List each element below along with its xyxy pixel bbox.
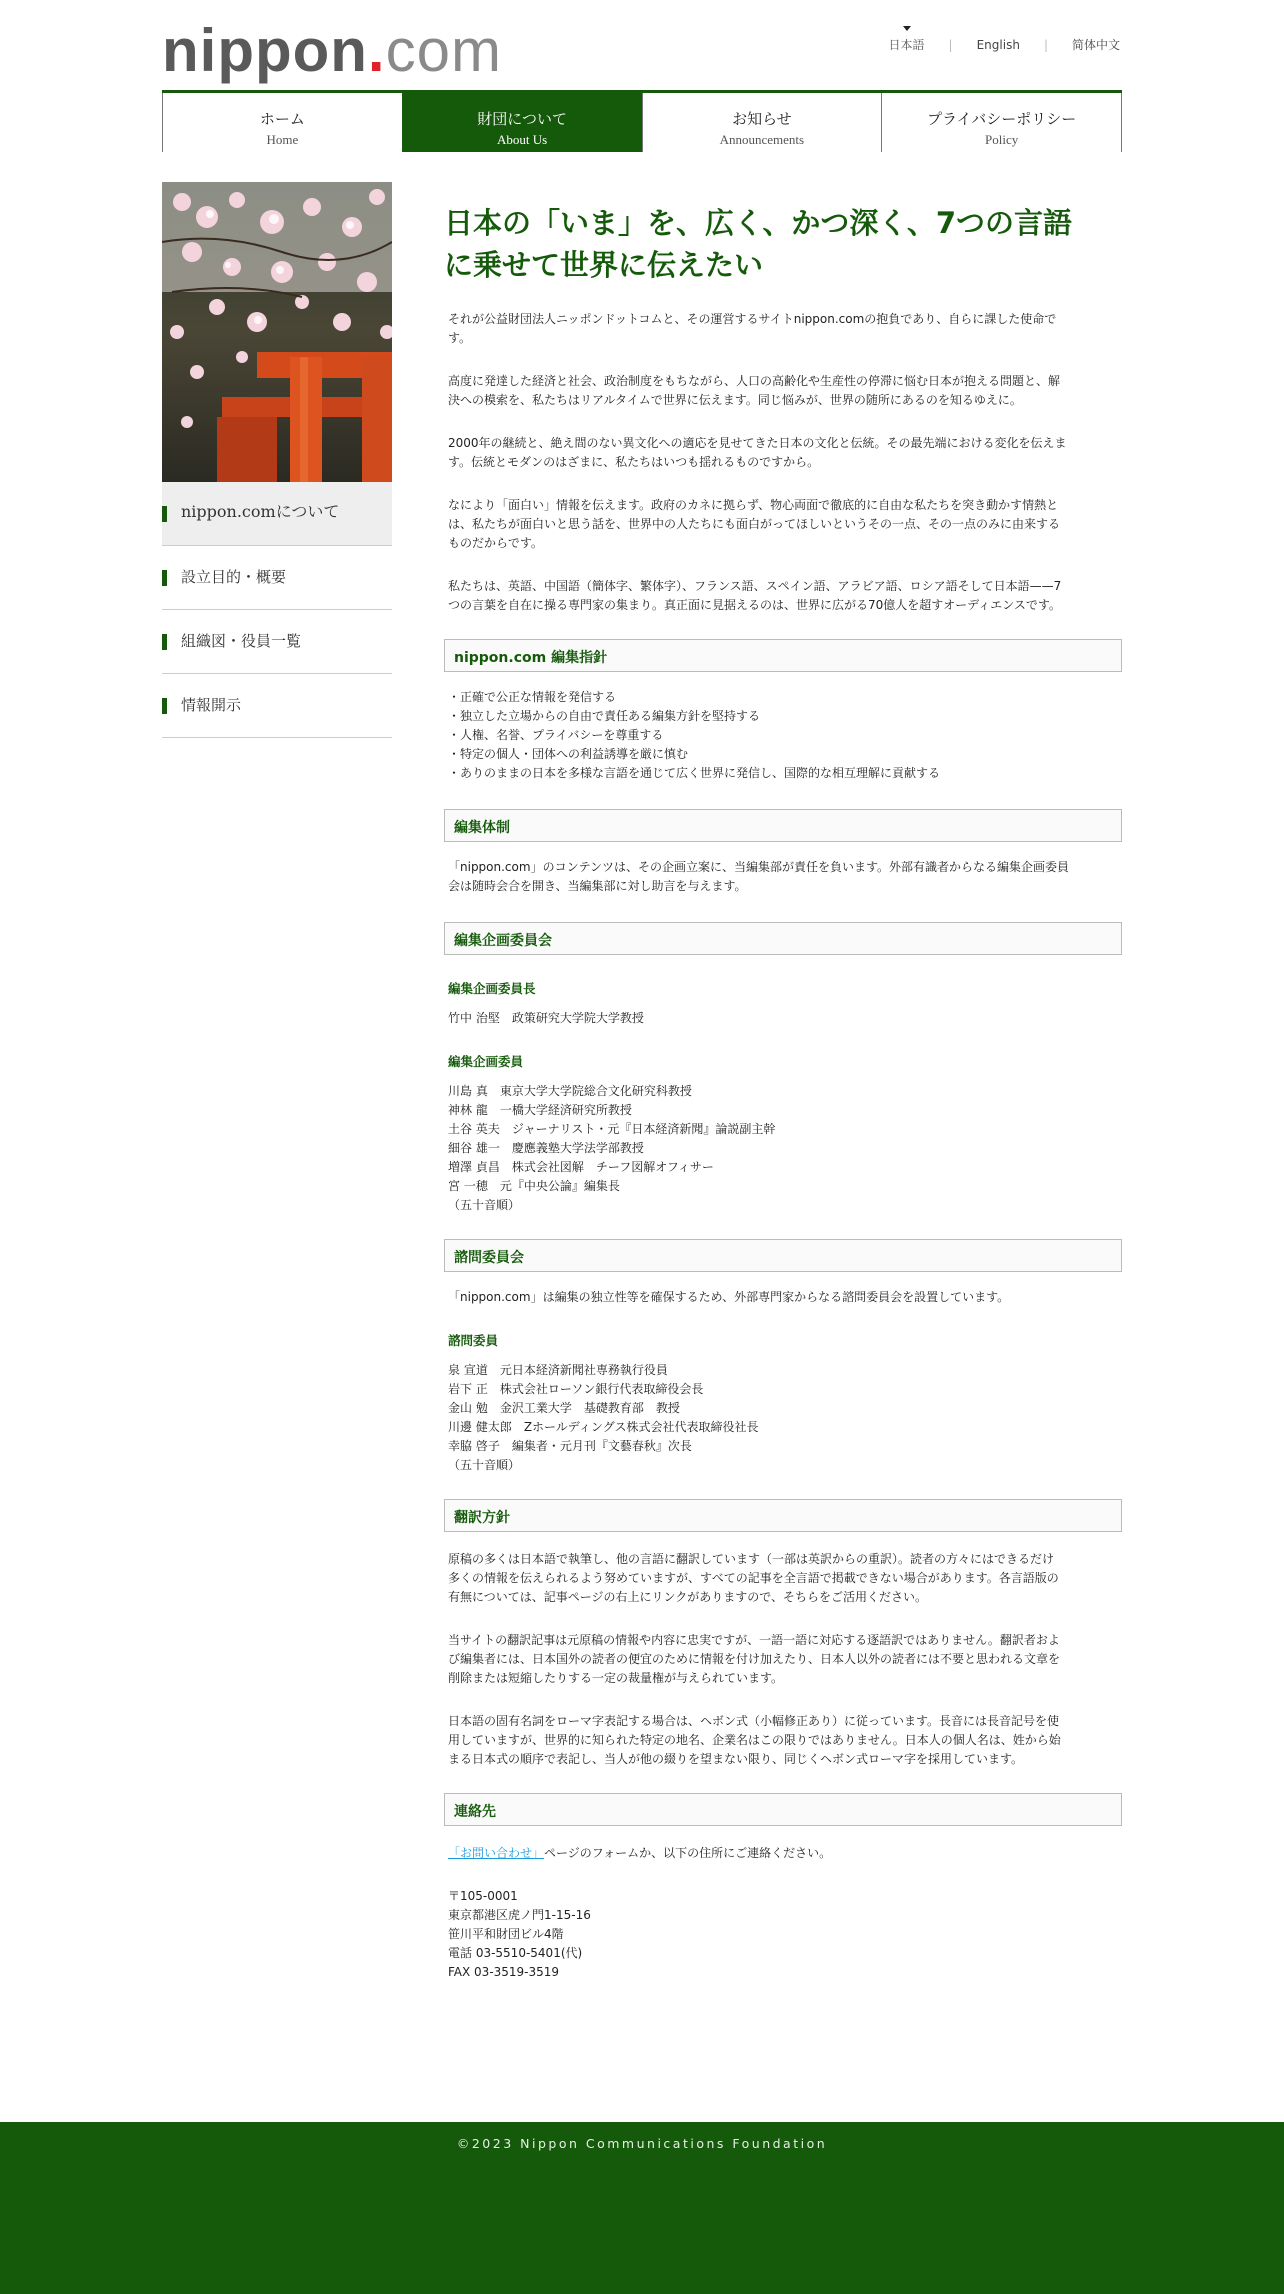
logo-part-nippon: nippon <box>162 17 368 84</box>
sidebar-menu <box>162 482 392 738</box>
lang-chinese[interactable]: 简体中文 <box>1071 38 1120 52</box>
list-item: ・独立した立場からの自由で責任ある編集方針を堅持する <box>448 709 761 723</box>
advisory-text: 「nippon.com」は編集の独立性等を確保するため、外部専門家からなる諮問委員会を設置しています。 <box>448 1290 1010 1304</box>
sidebar-item-label: 組織図・役員一覧 <box>181 632 302 650</box>
list-item: 幸脇 啓子 編集者・元月刊『文藝春秋』次長 <box>448 1439 692 1453</box>
lang-japanese[interactable] <box>889 36 925 53</box>
cherry-blossom-torii-image <box>162 182 392 482</box>
translation-paragraph: 当サイトの翻訳記事は元原稿の情報や内容に忠実ですが、一語一語に対応する逐語訳ではありません。翻訳者およ び編集者には、日本国外の読者の便宜のために情報を付け加えたり、日本人以外の読者には不要と思われる文章を 削除または短縮したりする一定の裁量権が与えられています。 <box>448 1633 1061 1685</box>
list-item: ・特定の個人・団体への利益誘導を厳に慎む <box>448 747 689 761</box>
sidebar-item-purpose[interactable] <box>162 546 392 610</box>
page-title <box>444 202 1122 286</box>
editorial-system-text: 「nippon.com」のコンテンツは、その企画立案に、当編集部が責任を負います。外部有識者からなる編集企画委員 会は随時会合を開き、当編集部に対し助言を与えます。 <box>448 860 1070 893</box>
nav-tab-label-en: Policy <box>985 132 1019 147</box>
list-item: 金山 勉 金沢工業大学 基礎教育部 教授 <box>448 1401 680 1415</box>
intro-paragraph: 私たちは、英語、中国語（簡体字、繁体字）、フランス語、スペイン語、アラビア語、ロシア語そして日本語——7 つの言葉を自在に操る専門家の集まり。真正面に見据えるのは、世界に広がる70億人を超すオーディエンスです。 <box>448 579 1062 612</box>
intro-paragraph: それが公益財団法人ニッポンドットコムと、その運営するサイトnippon.comの抱負であり、自らに課した使命で す。 <box>448 312 1057 345</box>
list-item: 宮 一穂 元『中央公論』編集長 <box>448 1179 620 1193</box>
list-item: ・ありのままの日本を多様な言語を通じて広く世界に発信し、国際的な相互理解に貢献する <box>448 766 941 780</box>
intro-paragraph: 2000年の継続と、絶え間のない異文化への適応を見せてきた日本の文化と伝統。その最先端における変化を伝えま す。伝統とモダンのはざまに、私たちはいつも揺れるものですから。 <box>448 436 1067 469</box>
lang-japanese-label: 日本語 <box>888 38 925 52</box>
sidebar-photo <box>162 182 392 482</box>
logo-text <box>162 16 502 86</box>
nav-tab-label-ja: プライバシーポリシー <box>926 110 1077 128</box>
contact-text: 「お問い合わせ」ページのフォームか、以下の住所にご連絡ください。 <box>448 1846 832 1860</box>
section-heading-contact: 連絡先 <box>444 1793 1122 1826</box>
nav-tab-label-en: About Us <box>497 132 548 147</box>
section-heading-translation: 翻訳方針 <box>444 1499 1122 1532</box>
list-item: ・人権、名誉、プライバシーを尊重する <box>448 728 664 742</box>
nav-tab-label-ja: ホーム <box>259 110 305 128</box>
logo-part-com: com <box>385 17 502 84</box>
divider: | <box>1043 37 1048 52</box>
nav-tab-policy[interactable] <box>881 93 1122 152</box>
main-nav <box>162 90 1122 152</box>
list-item: 神林 龍 一橋大学経済研究所教授 <box>448 1103 632 1117</box>
nav-tab-label-ja: お知らせ <box>732 110 792 128</box>
nav-tab-label-ja: 財団について <box>477 110 567 128</box>
guidelines-list <box>444 688 1122 783</box>
sidebar-item-organization[interactable] <box>162 610 392 674</box>
caret-down-icon <box>903 26 911 31</box>
list-item: （五十音順） <box>448 1198 521 1212</box>
section-heading-committee: 編集企画委員会 <box>444 922 1122 955</box>
list-item: （五十音順） <box>448 1458 521 1472</box>
divider: | <box>948 37 953 52</box>
advisory-members-list <box>444 1361 1122 1475</box>
intro-paragraph: なにより「面白い」情報を伝えます。政府のカネに拠らず、物心両面で徹底的に自由な私たちを突き動かす情熱と は、私たちが面白いと思う話を、世界中の人たちにも面白がってほしいというその一点、その一点のみに由来する ものだからです。 <box>448 498 1061 550</box>
page-title-line: 日本の「いま」を、広く、かつ深く、7つの言語 <box>444 206 1073 240</box>
lang-english[interactable]: English <box>976 37 1020 52</box>
list-item: 川島 真 東京大学大学院総合文化研究科教授 <box>448 1084 692 1098</box>
address-line: 電話 03-5510-5401(代) <box>448 1946 583 1960</box>
list-item: 土谷 英夫 ジャーナリスト・元『日本経済新聞』論説副主幹 <box>448 1122 776 1136</box>
section-heading-editorial-system: 編集体制 <box>444 809 1122 842</box>
list-item: ・正確で公正な情報を発信する <box>448 690 617 704</box>
sidebar-item-disclosure[interactable] <box>162 674 392 738</box>
translation-paragraph: 日本語の固有名詞をローマ字表記する場合は、ヘボン式（小幅修正あり）に従っています。長音には長音記号を使 用していますが、世界的に知られた特定の地名、企業名はこの限りではありません。日本人の個人名は、姓から始 まる日本式の順序で表記し、当人が他の綴りを望まない限り、同じくヘボン式ローマ字を採用しています。 <box>448 1714 1061 1766</box>
nav-tab-announcements[interactable] <box>642 93 883 152</box>
sidebar-item-label: nippon.comについて <box>181 502 340 521</box>
committee-members-label: 編集企画委員 <box>448 1054 524 1069</box>
site-logo[interactable] <box>162 16 502 86</box>
main-content <box>444 202 1122 1982</box>
address-line: 東京都港区虎ノ門1-15-16 <box>448 1908 591 1922</box>
intro-paragraph: 高度に発達した経済と社会、政治制度をもちながら、人口の高齢化や生産性の停滞に悩む日本が抱える問題と、解 決への模索を、私たちはリアルタイムで世界に伝えます。同じ悩みが、世界の随所にあるのを知るゆえに。 <box>448 374 1061 407</box>
advisory-members-label: 諮問委員 <box>448 1333 499 1348</box>
sidebar-item-about-nippon-com[interactable] <box>162 482 392 546</box>
section-heading-guidelines: nippon.com 編集指針 <box>444 639 1122 672</box>
list-item: 細谷 雄一 慶應義塾大学法学部教授 <box>448 1141 644 1155</box>
language-switcher <box>889 36 1120 53</box>
footer <box>0 2122 1284 2294</box>
committee-members-list <box>444 1082 1122 1215</box>
list-item: 岩下 正 株式会社ローソン銀行代表取締役会長 <box>448 1382 704 1396</box>
sidebar-item-label: 情報開示 <box>181 696 242 714</box>
committee-chair: 竹中 治堅 政策研究大学院大学教授 <box>448 1011 644 1025</box>
contact-form-link[interactable]: 「お問い合わせ」 <box>448 1846 545 1860</box>
sidebar <box>162 182 392 738</box>
list-item: 泉 宣道 元日本経済新聞社専務執行役員 <box>448 1363 668 1377</box>
committee-chair-label: 編集企画委員長 <box>448 981 536 996</box>
address-line: 〒105-0001 <box>448 1889 518 1903</box>
nav-tab-label-en: Home <box>266 132 299 147</box>
nav-tab-home[interactable] <box>162 93 403 152</box>
list-item: 増澤 貞昌 株式会社図解 チーフ図解オフィサー <box>448 1160 714 1174</box>
nav-tab-label-en: Announcements <box>719 132 805 147</box>
logo-dot: . <box>367 17 386 84</box>
address-line: FAX 03-3519-3519 <box>448 1965 560 1979</box>
page-title-line: に乗せて世界に伝えたい <box>444 248 764 282</box>
address-line: 笹川平和財団ビル4階 <box>448 1927 564 1941</box>
nav-tab-about[interactable] <box>402 93 643 152</box>
translation-paragraph: 原稿の多くは日本語で執筆し、他の言語に翻訳しています（一部は英訳からの重訳）。読者の方々にはできるだけ 多くの情報を伝えられるよう努めていますが、すべての記事を全言語で掲載できない場合があります。各言語版の 有無については、記事ページの右上にリンクがありますので、そちらをご活用ください。 <box>448 1552 1059 1604</box>
section-heading-advisory: 諮問委員会 <box>444 1239 1122 1272</box>
contact-address <box>444 1887 1122 1982</box>
list-item: 川邊 健太郎 Zホールディングス株式会社代表取締役社長 <box>448 1420 759 1434</box>
sidebar-item-label: 設立目的・概要 <box>181 568 287 586</box>
footer-copyright: ©2023 Nippon Communications Foundation <box>456 2136 828 2151</box>
